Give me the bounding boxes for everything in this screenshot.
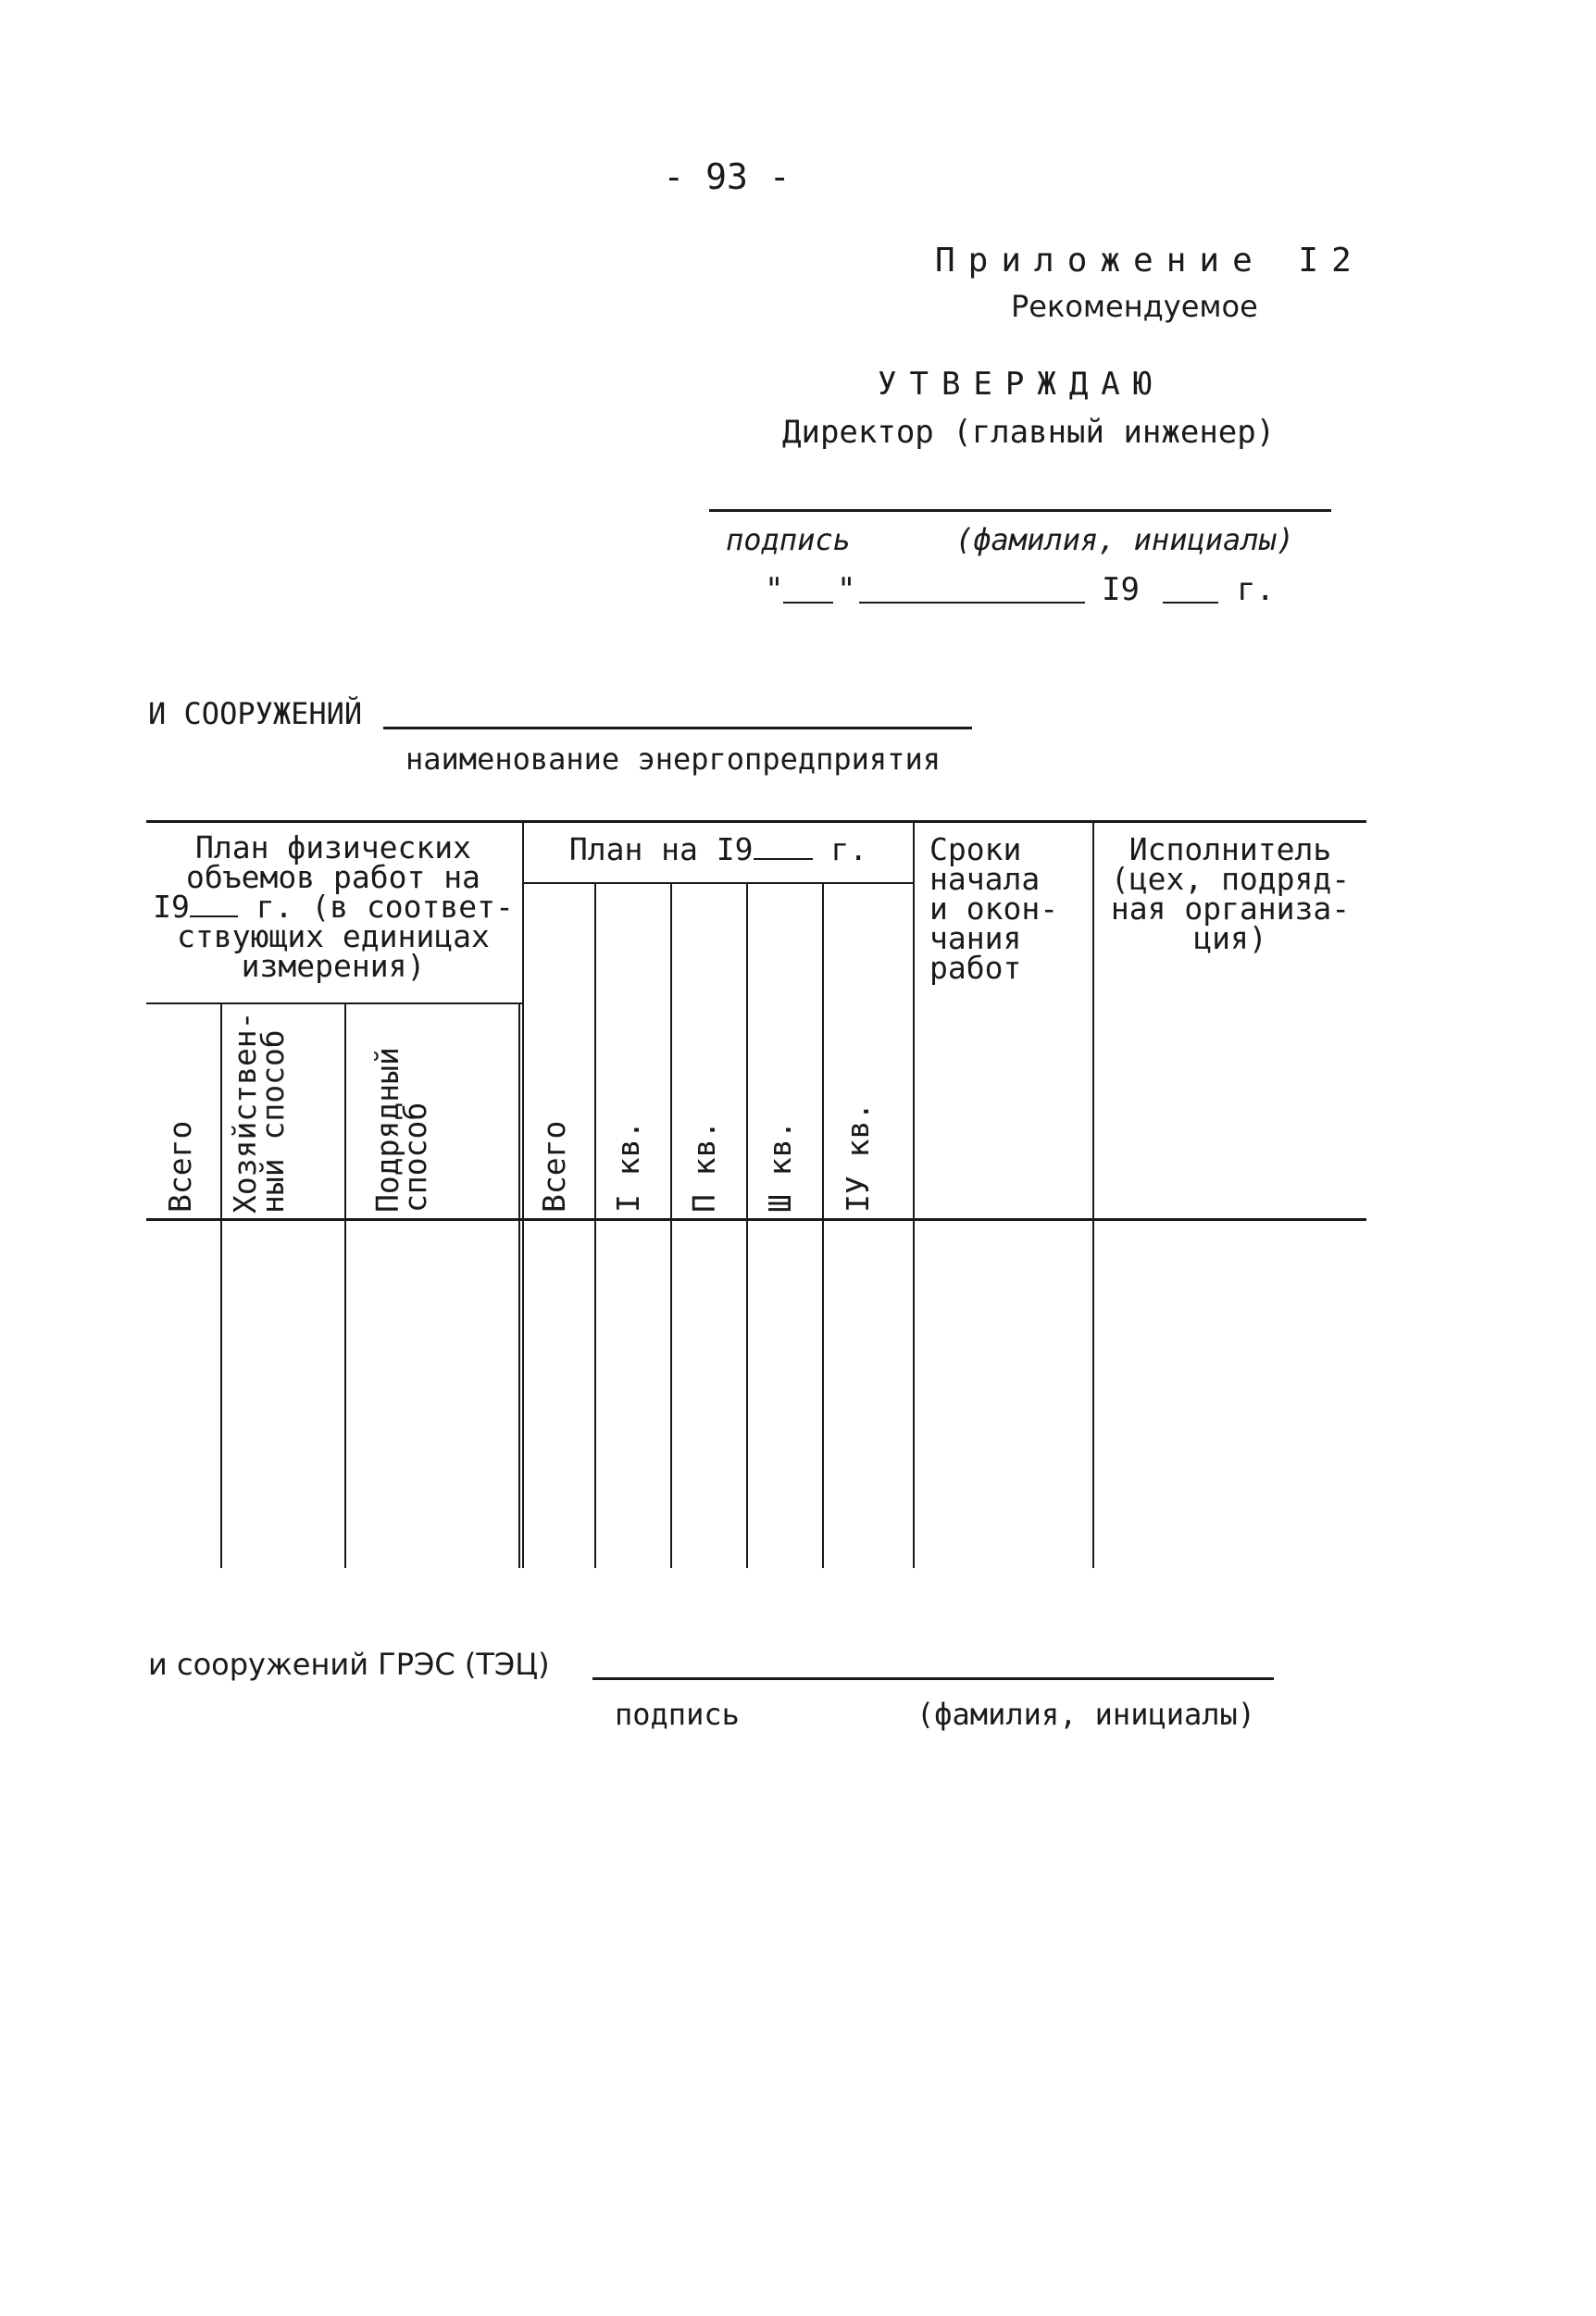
subheader-contract-method: Подрядный способ [369, 1047, 433, 1213]
date-quote-open: " [765, 571, 784, 608]
date-year-prefix: I9 [1102, 571, 1140, 608]
appendix-title: Приложение I2 [935, 242, 1365, 280]
approve-label: УТВЕРЖДАЮ [878, 366, 1166, 403]
subheader-own-method: Хозяйствен- ный способ [227, 1011, 291, 1214]
footer-signature-caption: подпись [615, 1697, 740, 1732]
footer-name-caption: (фамилия, инициалы) [916, 1697, 1256, 1732]
enterprise-prefix: И СООРУЖЕНИЙ [148, 696, 363, 731]
date-year-suffix: г. [1237, 571, 1275, 608]
subheader-total-2: Всего [536, 1120, 572, 1213]
header-plan-year: План на I9 г. [568, 831, 868, 867]
date-month-blank [859, 602, 1085, 604]
footer-signature-line [592, 1677, 1274, 1680]
subheader-q2: П кв. [686, 1120, 722, 1213]
subheader-q3: Ш кв. [762, 1120, 798, 1213]
enterprise-caption: наименование энергопредприятия [405, 741, 941, 777]
director-label: Директор (главный инженер) [782, 414, 1276, 451]
date-year-blank [1163, 602, 1218, 604]
enterprise-name-line [383, 727, 972, 729]
approval-name-caption: (фамилия, инициалы) [955, 522, 1295, 557]
footer-prefix: и сооружений ГРЭС (ТЭЦ) [148, 1647, 550, 1682]
date-day-blank [783, 602, 833, 604]
header-physical-volume: План физических объемов работ на I9 г. (в соответ- ствующих единицах измерения) [153, 829, 514, 984]
subheader-q4: IУ кв. [840, 1102, 876, 1213]
header-terms: Сроки начала и окон- чания работ [929, 831, 1059, 986]
recommended-label: Рекомендуемое [1011, 289, 1258, 324]
subheader-total-1: Всего [162, 1120, 198, 1213]
subheader-q1: I кв. [610, 1120, 646, 1213]
approval-signature-line [709, 509, 1331, 512]
page-number: - 93 - [663, 156, 791, 197]
approval-signature-caption: подпись [726, 522, 851, 557]
date-quote-close: " [837, 571, 856, 608]
header-executor: Исполнитель (цех, подряд- ная организа- ция) [1110, 831, 1351, 956]
